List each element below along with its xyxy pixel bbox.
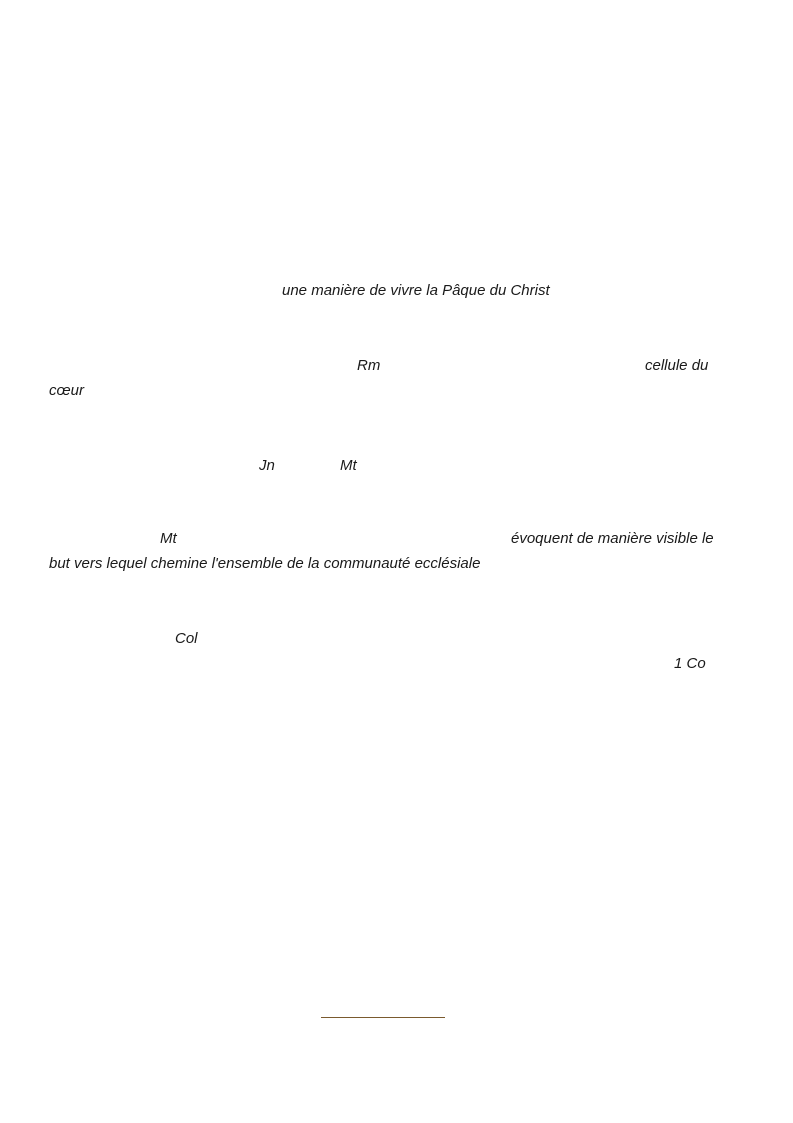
italic-phrase-coeur: cœur [49,382,84,399]
italic-phrase-paque: une manière de vivre la Pâque du Christ [282,282,550,299]
footnote-separator [321,1017,445,1018]
scripture-ref-col: Col [175,630,198,647]
scripture-ref-jn: Jn [259,457,275,474]
italic-phrase-cellule: cellule du [645,357,709,374]
scripture-ref-mt-2: Mt [160,530,177,547]
scripture-ref-rm: Rm [357,357,381,374]
italic-phrase-evoquent: évoquent de manière visible le [511,530,714,547]
scripture-ref-1co: 1 Co [674,655,706,672]
scripture-ref-mt-1: Mt [340,457,357,474]
italic-phrase-communaute: but vers lequel chemine l'ensemble de la communauté ecclésiale [49,555,481,572]
